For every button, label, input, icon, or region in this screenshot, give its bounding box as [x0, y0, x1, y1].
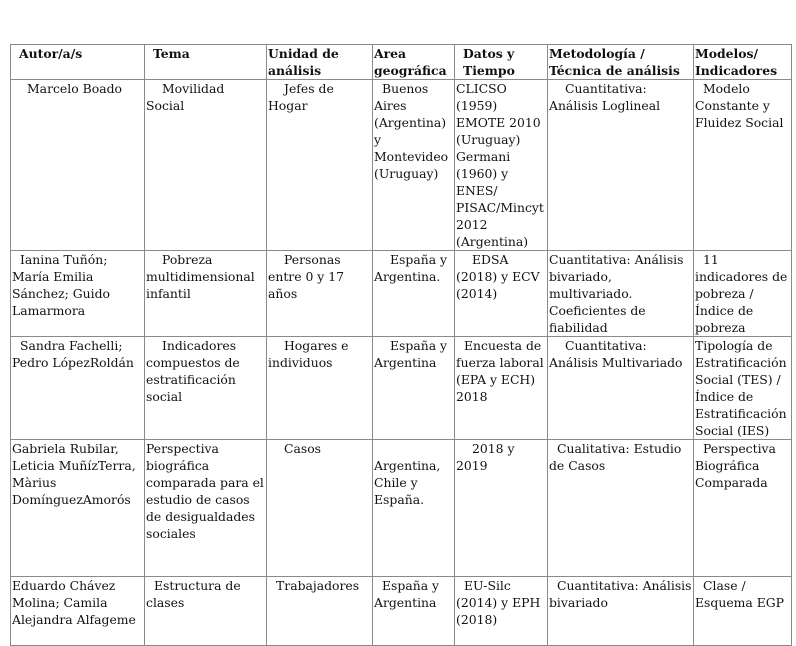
- header-row: [11, 45, 792, 80]
- table-row: [11, 80, 792, 251]
- cell-unidad: Hogares e individuos: [267, 337, 373, 440]
- table-row: [11, 577, 792, 646]
- cell-tema: Perspectiva biográfica comparada para el estudio de casos de desigualdades sociales: [145, 440, 267, 577]
- cell-modelos: 11 indicadores de pobreza / Índice de pobreza: [694, 251, 792, 337]
- cell-unidad: Jefes de Hogar: [267, 80, 373, 251]
- cell-tema: Estructura de clases: [145, 577, 267, 646]
- cell-area: España y Argentina: [373, 337, 455, 440]
- header-tema: Tema: [145, 45, 267, 80]
- cell-modelos: Perspectiva Biográfica Comparada: [694, 440, 792, 577]
- cell-datos: EDSA (2018) y ECV (2014): [455, 251, 548, 337]
- cell-metodologia: Cuantitativa: Análisis bivariado, multivariado. Coeficientes de fiabilidad: [548, 251, 694, 337]
- cell-metodologia: Cuantitativa: Análisis Multivariado: [548, 337, 694, 440]
- cell-tema: Indicadores compuestos de estratificación social: [145, 337, 267, 440]
- cell-autores: Ianina Tuñón; María Emilia Sánchez; Guido Lamarmora: [11, 251, 145, 337]
- cell-area: España y Argentina: [373, 577, 455, 646]
- cell-area: Argentina, Chile y España.: [373, 440, 455, 577]
- header-datos: Datos y Tiempo: [455, 45, 548, 80]
- cell-modelos: Clase / Esquema EGP: [694, 577, 792, 646]
- cell-modelos: Modelo Constante y Fluidez Social: [694, 80, 792, 251]
- cell-datos: 2018 y 2019: [455, 440, 548, 577]
- cell-metodologia: Cualitativa: Estudio de Casos: [548, 440, 694, 577]
- cell-area: España y Argentina.: [373, 251, 455, 337]
- cell-area: Buenos Aires (Argentina) y Montevideo (Uruguay): [373, 80, 455, 251]
- cell-datos: Encuesta de fuerza laboral (EPA y ECH) 2018: [455, 337, 548, 440]
- comparison-table: [10, 44, 792, 646]
- cell-unidad: Personas entre 0 y 17 años: [267, 251, 373, 337]
- cell-unidad: Casos: [267, 440, 373, 577]
- cell-tema: Pobreza multidimensional infantil: [145, 251, 267, 337]
- cell-autores: Gabriela Rubilar, Leticia MuñízTerra, Màrius DomínguezAmorós: [11, 440, 145, 577]
- cell-tema: Movilidad Social: [145, 80, 267, 251]
- header-unidad: Unidad de análisis: [267, 45, 373, 80]
- cell-datos: EU-Silc (2014) y EPH (2018): [455, 577, 548, 646]
- cell-autores: Marcelo Boado: [11, 80, 145, 251]
- header-metodologia: Metodología / Técnica de análisis: [548, 45, 694, 80]
- table-row: [11, 251, 792, 337]
- cell-metodologia: Cuantitativa: Análisis bivariado: [548, 577, 694, 646]
- cell-datos: CLICSO (1959) EMOTE 2010 (Uruguay) Germani (1960) y ENES/ PISAC/Mincyt 2012 (Argentina): [455, 80, 548, 251]
- cell-unidad: Trabajadores: [267, 577, 373, 646]
- cell-metodologia: Cuantitativa: Análisis Loglineal: [548, 80, 694, 251]
- cell-modelos: Tipología de Estratificación Social (TES) / Índice de Estratificación Social (IES): [694, 337, 792, 440]
- cell-autores: Sandra Fachelli; Pedro LópezRoldán: [11, 337, 145, 440]
- table-row: [11, 440, 792, 577]
- header-area: Area geográfica: [373, 45, 455, 80]
- table-row: [11, 337, 792, 440]
- cell-autores: Eduardo Chávez Molina; Camila Alejandra Alfageme: [11, 577, 145, 646]
- header-modelos: Modelos/ Indicadores: [694, 45, 792, 80]
- header-autores: Autor/a/s: [11, 45, 145, 80]
